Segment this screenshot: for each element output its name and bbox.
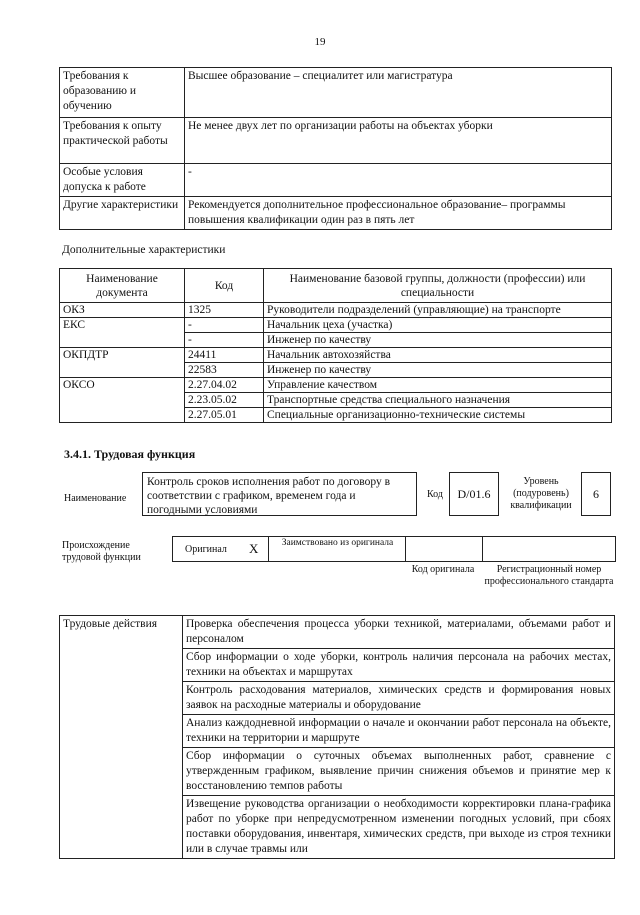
requirement-value: Не менее двух лет по организации работы на объектах уборки [185, 118, 612, 164]
name-cell: Руководители подразделений (управляющие) на транспорте [264, 303, 612, 318]
table-row [60, 118, 612, 164]
name-cell: Специальные организационно-технические системы [264, 408, 612, 423]
origin-label: Происхождение трудовой функции [62, 540, 141, 563]
col-header-code: Код [185, 269, 264, 303]
function-code-label: Код [427, 489, 443, 500]
requirement-label: Требования к образованию и обучению [60, 68, 185, 118]
page-number: 19 [314, 36, 326, 48]
requirement-value: Высшее образование – специалитет или магистратура [185, 68, 612, 118]
code-cell: 2.23.05.02 [185, 393, 264, 408]
action-item: Сбор информации о суточных объемах выполненных работ, сравнение с утвержденным графиком, выявление причин снижения объемов и принятие мер к восстановлению темпов работы [183, 748, 615, 796]
action-item: Извещение руководства организации о необходимости корректировки плана-графика работ по уборке при непредусмотренном изменении погодных условий, при сбоях поставки оборудования, инвентаря, химических средств, при выходе из строя техники или в случае травмы или [183, 796, 615, 859]
col-header-doc: Наименование документа [60, 269, 185, 303]
function-name-label: Наименование [64, 493, 127, 504]
additional-title: Дополнительные характеристики [62, 244, 226, 256]
level-label: Уровень (подуровень) квалификации [510, 476, 572, 511]
header-row [60, 269, 612, 303]
requirement-value: - [185, 164, 612, 197]
code-cell: 2.27.04.02 [185, 378, 264, 393]
code-cell: 24411 [185, 348, 264, 363]
original-label: Оригинал [185, 544, 227, 555]
code-cell: 2.27.05.01 [185, 408, 264, 423]
requirement-label: Другие характеристики [60, 197, 185, 230]
original-mark: X [249, 541, 259, 556]
doc-cell: ОКЗ [60, 303, 185, 318]
table-row [60, 197, 612, 230]
table-row [60, 616, 615, 649]
action-item: Контроль расходования материалов, химических средств и формирования новых заявок на расходные материалы и оборудование [183, 682, 615, 715]
table-row [60, 348, 612, 363]
action-item: Сбор информации о ходе уборки, контроль наличия персонала на рабочих местах, техники на объектах и маршрутах [183, 649, 615, 682]
borrowed-label: Заимствовано из оригинала [281, 538, 394, 548]
table-row [60, 68, 612, 118]
name-cell: Инженер по качеству [264, 333, 612, 348]
origin-box [172, 536, 616, 562]
actions-label: Трудовые действия [60, 616, 183, 859]
code-cell: 1325 [185, 303, 264, 318]
code-cell: 22583 [185, 363, 264, 378]
reg-number-caption: Регистрационный номер профессионального стандарта [484, 564, 614, 587]
name-cell: Начальник цеха (участка) [264, 318, 612, 333]
action-item: Анализ каждодневной информации о начале и окончании работ персонала на объекте, техники на территории и маршруте [183, 715, 615, 748]
level-value: 6 [581, 472, 611, 516]
requirement-value: Рекомендуется дополнительное профессиональное образование– программы повышения квалификации один раз в пять лет [185, 197, 612, 230]
table-row [60, 378, 612, 393]
name-cell: Управление качеством [264, 378, 612, 393]
doc-cell: ОКСО [60, 378, 185, 423]
doc-cell: ОКПДТР [60, 348, 185, 378]
section-title: 3.4.1. Трудовая функция [64, 447, 196, 461]
name-cell: Транспортные средства специального назначения [264, 393, 612, 408]
name-cell: Инженер по качеству [264, 363, 612, 378]
table-row [60, 303, 612, 318]
function-code-value: D/01.6 [449, 472, 499, 516]
code-cell: - [185, 318, 264, 333]
doc-cell: ЕКС [60, 318, 185, 348]
code-original-caption: Код оригинала [411, 564, 475, 575]
code-cell: - [185, 333, 264, 348]
action-item: Проверка обеспечения процесса уборки техникой, материалами, объемами работ и персоналом [183, 616, 615, 649]
divider [268, 537, 269, 561]
requirement-label: Особые условия допуска к работе [60, 164, 185, 197]
additional-table [59, 268, 612, 423]
table-row [60, 164, 612, 197]
name-cell: Начальник автохозяйства [264, 348, 612, 363]
divider [482, 537, 483, 561]
function-name-value: Контроль сроков исполнения работ по договору в соответствии с графиком, временем года и погодными условиями [142, 472, 417, 516]
requirement-label: Требования к опыту практической работы [60, 118, 185, 164]
col-header-name: Наименование базовой группы, должности (профессии) или специальности [264, 269, 612, 303]
requirements-table [59, 67, 612, 230]
table-row [60, 318, 612, 333]
labor-actions-table [59, 615, 615, 859]
divider [405, 537, 406, 561]
